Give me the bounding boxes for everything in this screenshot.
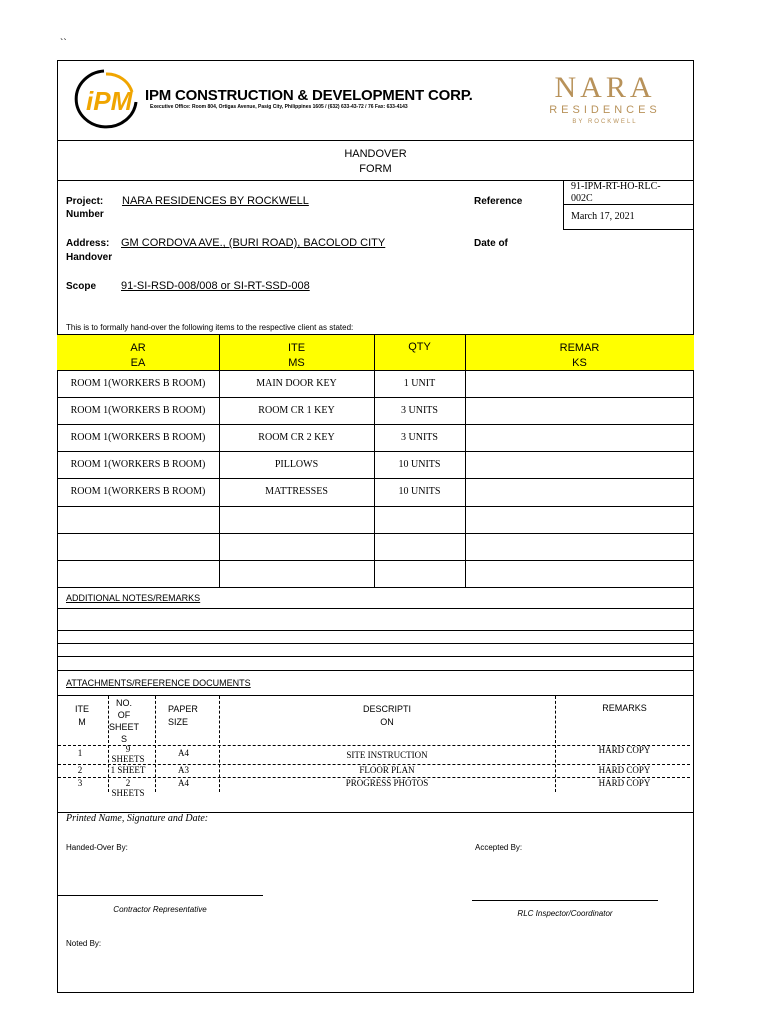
att-header-sheets-1: NO. <box>115 698 132 708</box>
form-title-line1: HANDOVER <box>344 148 407 160</box>
header-remarks <box>465 341 694 371</box>
att-row-sheets: 1 SHEET <box>110 765 146 775</box>
table-cell-area: ROOM 1(WORKERS B ROOM) <box>70 432 206 443</box>
reference-value-1: 91-IPM-RT-HO-RLC- <box>571 181 661 192</box>
project-label-2: Number <box>66 209 104 220</box>
date-value: March 17, 2021 <box>571 211 635 222</box>
header-items-2: MS <box>288 357 305 369</box>
table-cell-area: ROOM 1(WORKERS B ROOM) <box>70 459 206 470</box>
table-cell-area: ROOM 1(WORKERS B ROOM) <box>70 405 206 416</box>
form-title-line2: FORM <box>359 163 392 175</box>
header-remarks-1: REMAR <box>559 342 600 354</box>
table-cell-area: ROOM 1(WORKERS B ROOM) <box>70 378 206 389</box>
table-cell-item: MATTRESSES <box>265 486 328 497</box>
accepted-by-label: Accepted By: <box>475 843 523 852</box>
company-name: IPM CONSTRUCTION & DEVELOPMENT CORP. <box>145 87 473 104</box>
att-header-sheets-2: OF <box>117 710 131 720</box>
brand-by: BY ROCKWELL <box>572 119 638 125</box>
scope-label: Scope <box>66 281 97 292</box>
company-address: Executive Office: Room 804, Ortigas Avenue, Pasig City, Philippines 1605 / (632) 633-43-72 / 76 Fax: 633-4143 <box>150 104 408 110</box>
table-cell-qty: 1 UNIT <box>403 378 436 389</box>
table-cell-item: ROOM CR 2 KEY <box>258 432 335 443</box>
address-value: GM CORDOVA AVE., (BURI ROAD), BACOLOD CITY <box>121 237 386 249</box>
att-row-sheets-2: SHEETS <box>111 788 145 798</box>
header-qty: QTY <box>408 341 431 353</box>
table-cell-qty: 10 UNITS <box>398 459 441 470</box>
att-row-paper: A3 <box>178 765 189 775</box>
reference-value <box>571 181 661 205</box>
att-row-sheets <box>108 778 148 798</box>
att-row-desc: SITE INSTRUCTION <box>346 750 428 760</box>
table-cell-item: PILLOWS <box>274 459 319 470</box>
form-title <box>57 147 694 177</box>
att-row-remarks: HARD COPY <box>598 778 651 788</box>
header-items <box>219 341 374 371</box>
att-row-no: 2 <box>77 765 83 775</box>
att-row-sheets-2: SHEETS <box>111 754 145 764</box>
att-header-sheets <box>108 697 140 745</box>
att-header-desc <box>219 703 555 729</box>
header-area-1: AR <box>130 342 146 354</box>
att-header-item <box>58 703 106 729</box>
address-label-2: Handover <box>66 252 113 263</box>
att-header-paper <box>168 703 198 729</box>
reference-value-2: 002C <box>571 193 593 204</box>
att-row-sheets-1: 2 <box>125 778 131 788</box>
att-header-item-2: M <box>78 717 86 727</box>
brand-logo <box>540 72 670 128</box>
top-mark: `` <box>60 38 67 49</box>
printed-name-label: Printed Name, Signature and Date: <box>66 813 209 824</box>
header-remarks-2: KS <box>572 357 587 369</box>
table-cell-item: MAIN DOOR KEY <box>256 378 337 389</box>
table-cell-qty: 10 UNITS <box>398 486 441 497</box>
att-header-remarks: REMARKS <box>602 703 647 713</box>
contractor-signature-line <box>57 895 263 896</box>
att-header-paper-1: PAPER <box>168 704 198 714</box>
att-row-paper: A4 <box>178 778 189 788</box>
header-area-2: EA <box>130 357 146 369</box>
project-value: NARA RESIDENCES BY ROCKWELL <box>122 195 309 207</box>
additional-notes-label: ADDITIONAL NOTES/REMARKS <box>66 593 201 603</box>
att-header-paper-2: SIZE <box>168 717 189 727</box>
handed-over-by-label: Handed-Over By: <box>66 843 128 852</box>
project-label: Project: <box>66 196 104 207</box>
att-row-desc: PROGRESS PHOTOS <box>345 778 429 788</box>
att-row-no: 3 <box>77 778 83 788</box>
brand-sub: RESIDENCES <box>549 104 661 116</box>
att-row-paper: A4 <box>178 748 189 758</box>
rlc-signature-line <box>472 900 658 901</box>
company-logo <box>66 68 142 132</box>
table-cell-qty: 3 UNITS <box>401 405 438 416</box>
reference-label: Reference <box>474 196 523 207</box>
att-row-remarks: HARD COPY <box>598 745 651 755</box>
table-cell-qty: 3 UNITS <box>401 432 438 443</box>
address-label: Address: <box>66 238 110 249</box>
brand-name: NARA <box>554 71 656 104</box>
att-row-sheets-1: 9 <box>125 744 131 754</box>
date-label: Date of <box>474 238 508 249</box>
contractor-rep-label: Contractor Representative <box>113 905 207 914</box>
intro-text: This is to formally hand-over the following items to the respective client as stated: <box>66 323 354 332</box>
table-cell-area: ROOM 1(WORKERS B ROOM) <box>70 486 206 497</box>
header-area <box>57 341 219 371</box>
att-row-remarks: HARD COPY <box>598 765 651 775</box>
scope-value: 91-SI-RSD-008/008 or SI-RT-SSD-008 <box>121 280 310 292</box>
rlc-inspector-label: RLC Inspector/Coordinator <box>517 909 613 918</box>
att-row-sheets <box>108 744 148 764</box>
svg-text:iPM: iPM <box>86 86 133 116</box>
att-header-desc-2: ON <box>380 717 394 727</box>
table-cell-item: ROOM CR 1 KEY <box>258 405 335 416</box>
noted-by-label: Noted By: <box>66 939 102 948</box>
header-items-1: ITE <box>287 342 306 354</box>
att-row-desc: FLOOR PLAN <box>359 765 415 775</box>
att-header-item-1: ITE <box>74 704 89 714</box>
att-header-desc-1: DESCRIPTI <box>362 704 411 714</box>
att-header-sheets-3: SHEET <box>108 722 139 732</box>
att-row-no: 1 <box>77 748 83 758</box>
att-header-sheets-4: S <box>120 734 127 744</box>
attachments-label: ATTACHMENTS/REFERENCE DOCUMENTS <box>66 678 251 688</box>
